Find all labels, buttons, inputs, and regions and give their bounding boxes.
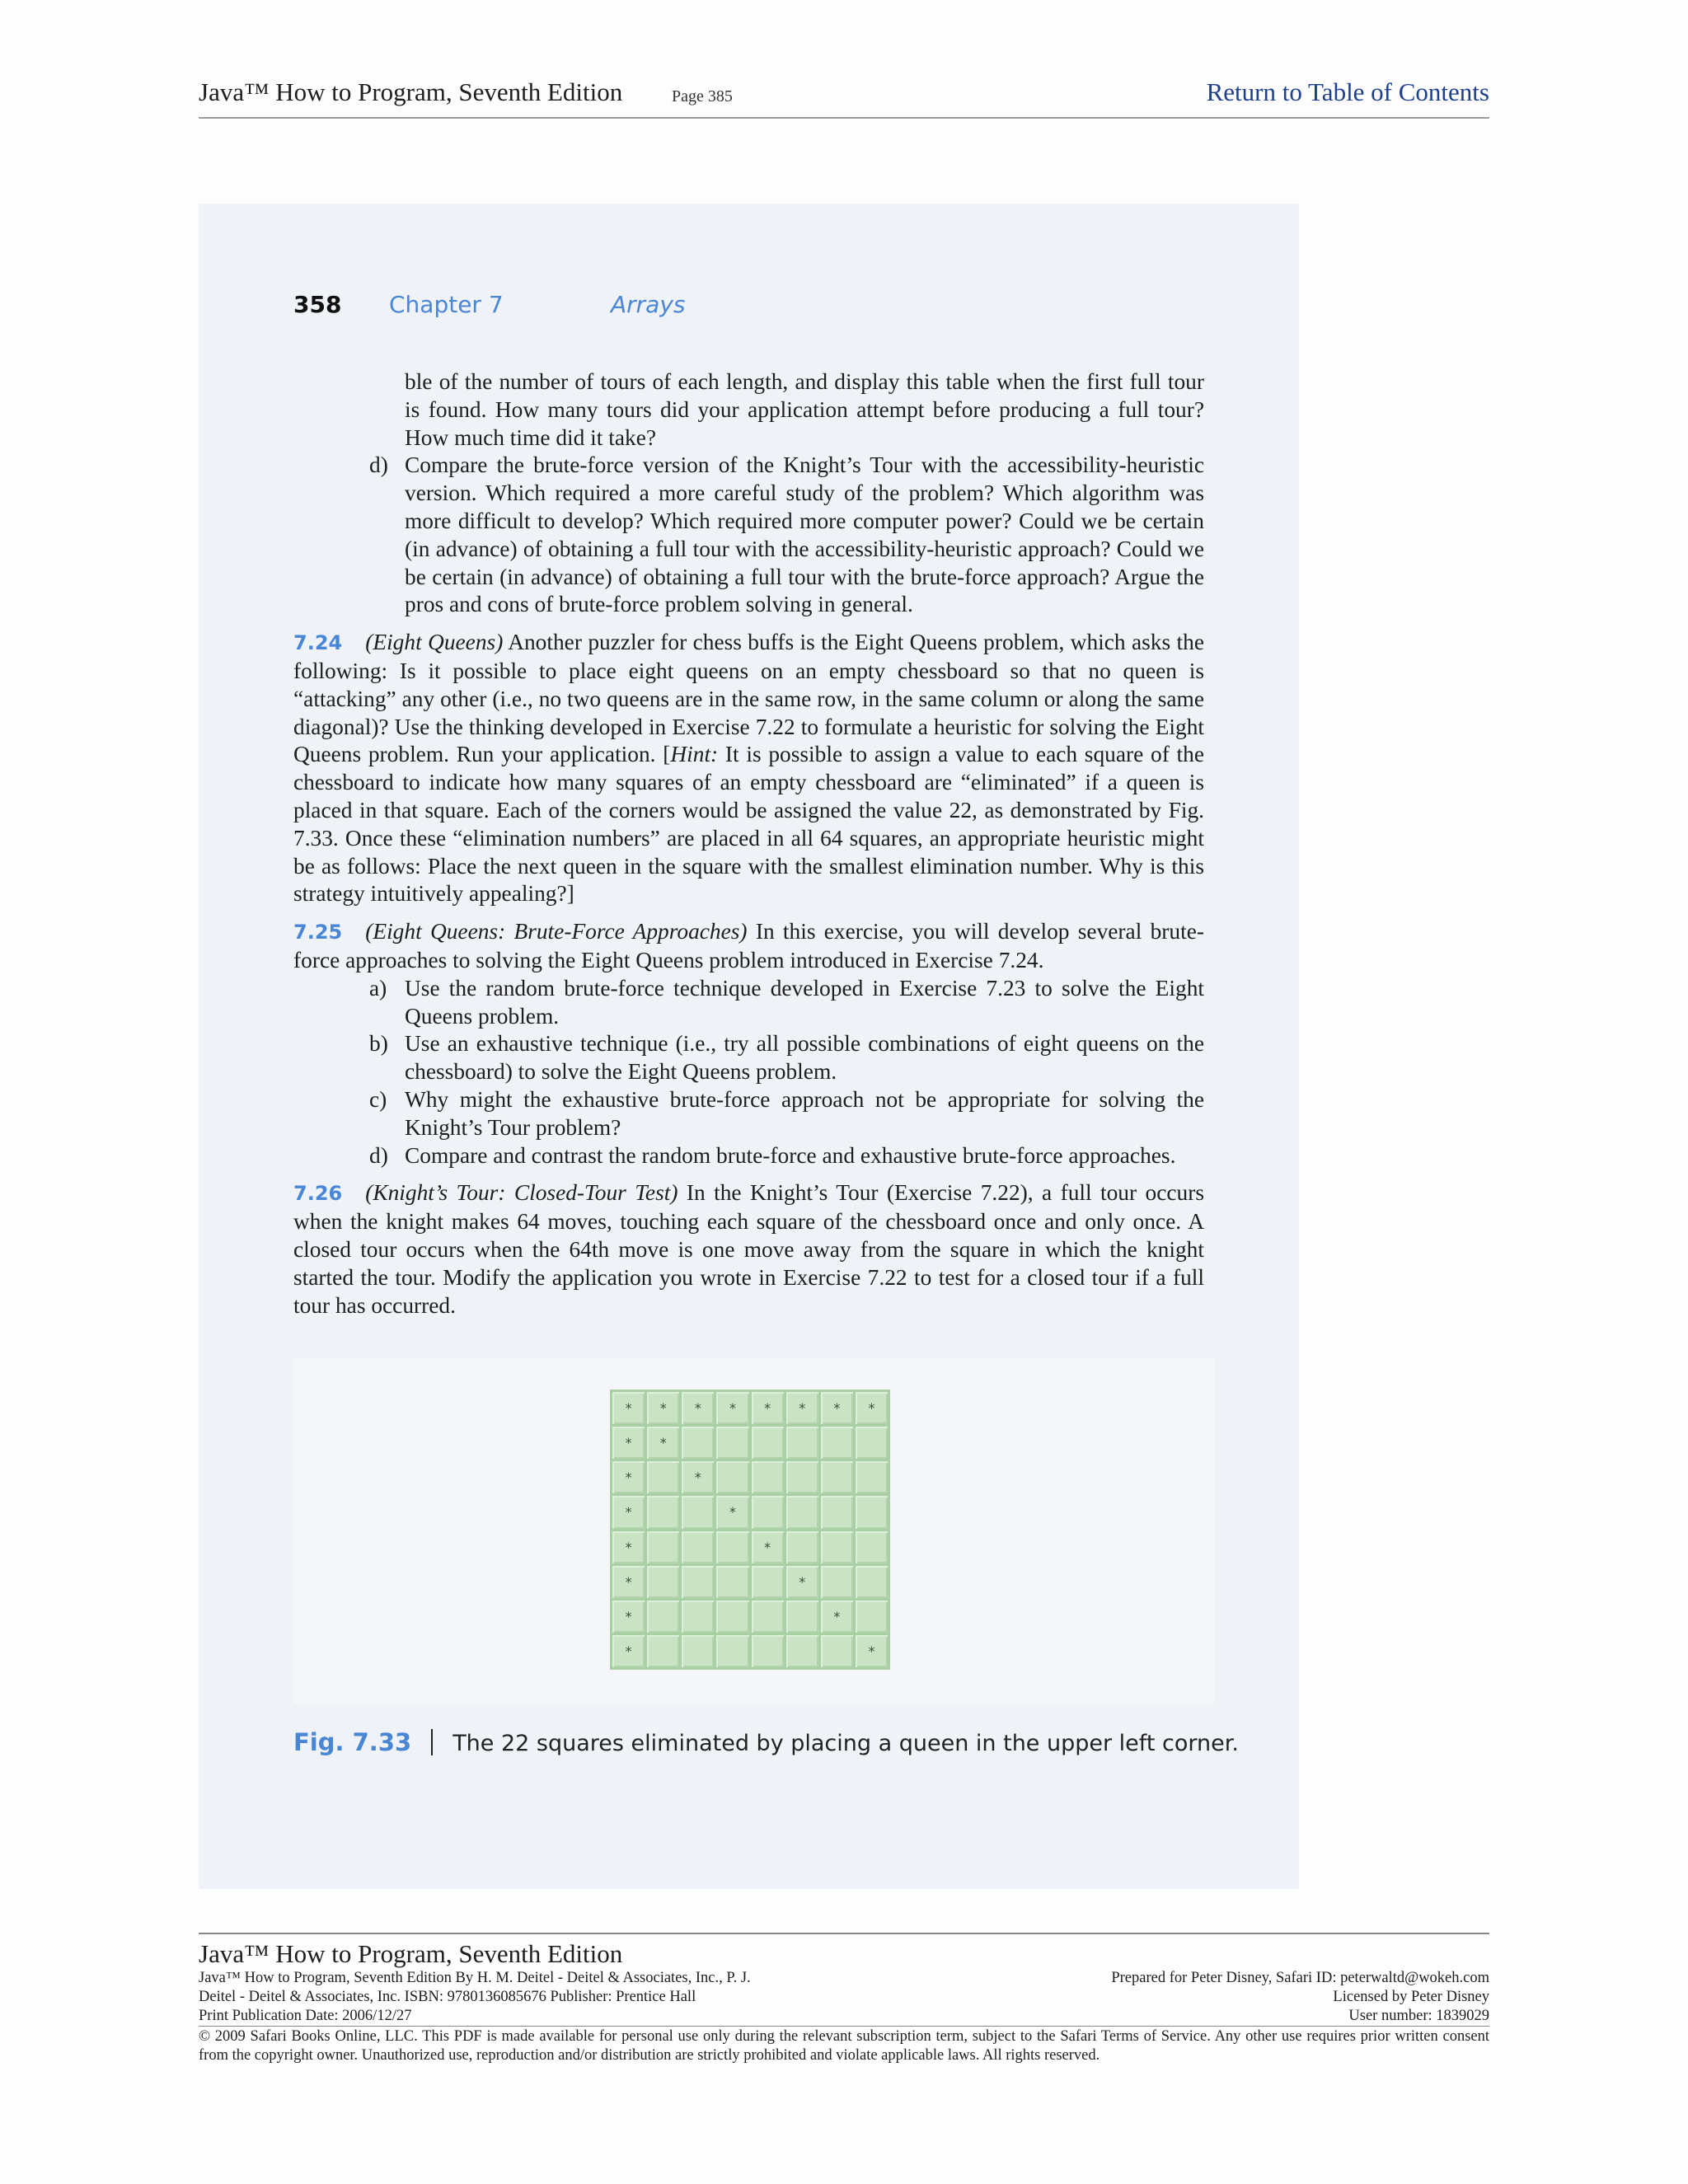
list-item	[293, 1030, 1204, 1086]
hint-label: Hint:	[670, 742, 719, 767]
exercise-text: Another puzzler for chess buffs is the Eight Queens problem, which asks the following: Is it possible to place eight queens on an empty chessboard so that no queen is “attacking” any other (i.e., no two queens are in the same row, in the same column or along the same diagonal)? Use the thinking developed in Exercise 7.22 to formulate a heuristic for solving the Eight Queens problem. Run your application. [	[293, 630, 1205, 767]
board-square	[856, 1531, 888, 1563]
eliminated-square: *	[682, 1392, 714, 1424]
figure-label: Fig. 7.33	[293, 1728, 412, 1756]
board-square	[821, 1427, 853, 1459]
board-square	[752, 1635, 784, 1667]
exercise-number: 7.26	[293, 1182, 343, 1206]
exercise-7-25	[293, 918, 1204, 975]
board-square	[786, 1496, 818, 1528]
eliminated-square: *	[612, 1461, 645, 1493]
exercise-title: (Knight’s Tour: Closed-Tour Test)	[365, 1180, 678, 1206]
eliminated-square: *	[647, 1392, 679, 1424]
publication-info	[199, 1969, 907, 2026]
board-square	[786, 1601, 818, 1633]
chapter-title: Arrays	[611, 291, 686, 318]
eliminated-square: *	[612, 1566, 645, 1598]
eliminated-square: *	[786, 1566, 818, 1598]
item-text: Use an exhaustive technique (i.e., try all possible combinations of eight queens on the chessboard) to solve the Eight Queens problem.	[405, 1031, 1204, 1085]
publication-line: Java™ How to Program, Seventh Edition By H. M. Deitel - Deitel & Associates, Inc., P. J.	[199, 1970, 751, 1986]
book-page	[199, 204, 1299, 1889]
board-square	[716, 1461, 748, 1493]
item-label: c)	[369, 1086, 387, 1112]
chapter-label: Chapter 7	[389, 291, 504, 318]
figure-caption	[293, 1728, 1239, 1756]
item-label: d)	[369, 452, 388, 478]
exercise-text: In this exercise, you will develop several brute-force approaches to solving the Eight Queens problem introduced in Exercise 7.24.	[293, 919, 1204, 972]
board-square	[856, 1601, 888, 1633]
board-square	[821, 1635, 853, 1667]
board-square	[716, 1635, 748, 1667]
page-indicator: Page 385	[672, 87, 733, 105]
board-square	[786, 1531, 818, 1563]
book-page-number: 358	[293, 291, 342, 318]
eliminated-square: *	[612, 1392, 645, 1424]
eliminated-square: *	[821, 1392, 853, 1424]
eliminated-square: *	[612, 1601, 645, 1633]
board-square	[856, 1461, 888, 1493]
board-square	[821, 1496, 853, 1528]
eliminated-square: *	[612, 1496, 645, 1528]
board-square	[786, 1427, 818, 1459]
board-square	[682, 1635, 714, 1667]
board-square	[647, 1461, 679, 1493]
board-square	[682, 1566, 714, 1598]
board-square	[647, 1496, 679, 1528]
exercise-number: 7.24	[293, 631, 343, 655]
publication-line: Print Publication Date: 2006/12/27	[199, 2008, 412, 2024]
list-item	[293, 1086, 1204, 1142]
caption-divider	[431, 1729, 433, 1755]
board-square	[752, 1427, 784, 1459]
exercise-text-cont: It is possible to assign a value to each square of the chessboard to indicate how many squares of an empty chessboard are “eliminated” if a queen is placed in that square. Each of the corners would be assigned the value 22, as demonstrated by Fig. 7.33. Once these “elimination numbers” are placed in all 64 squares, an appropriate heuristic might be as follows: Place the next queen in the square with the smallest elimination number. Why is this strategy intuitively appealing?]	[293, 742, 1204, 907]
license-info	[912, 1969, 1489, 2026]
table-of-contents-link[interactable]: Return to Table of Contents	[1206, 77, 1489, 106]
item-text: Compare and contrast the random brute-force and exhaustive brute-force approaches.	[405, 1142, 1176, 1168]
board-square	[821, 1461, 853, 1493]
board-square	[682, 1531, 714, 1563]
board-square	[682, 1601, 714, 1633]
item-label: d)	[369, 1142, 388, 1168]
board-square	[821, 1531, 853, 1563]
board-square	[856, 1427, 888, 1459]
top-header	[199, 77, 1489, 119]
board-square	[821, 1566, 853, 1598]
eliminated-square: *	[612, 1531, 645, 1563]
board-square	[716, 1531, 748, 1563]
board-square	[786, 1635, 818, 1667]
board-square	[716, 1566, 748, 1598]
board-square	[647, 1531, 679, 1563]
eliminated-square: *	[612, 1427, 645, 1459]
board-square	[752, 1566, 784, 1598]
copyright-notice: © 2009 Safari Books Online, LLC. This PDF is made available for personal use only during the relevant subscription term, subject to the Safari Terms of Service. Any other use requires prior written consent from the copyright owner. Unauthorized use, reproduction and/or distribution are strictly prohibited and violate applicable laws. All rights reserved.	[199, 2028, 1489, 2064]
board-square	[786, 1461, 818, 1493]
license-line: Prepared for Peter Disney, Safari ID: peterwaltd@wokeh.com	[1111, 1970, 1489, 1986]
eliminated-square: *	[716, 1392, 748, 1424]
exercise-number: 7.25	[293, 921, 343, 944]
item-label: a)	[369, 975, 387, 1001]
exercise-7-24	[293, 629, 1204, 908]
eliminated-square: *	[647, 1427, 679, 1459]
item-label: b)	[369, 1031, 388, 1057]
board-square	[647, 1566, 679, 1598]
exercise-title: (Eight Queens: Brute-Force Approaches)	[365, 919, 748, 944]
paragraph-text: ble of the number of tours of each length, and display this table when the first full tour is found. How many tours did your application attempt before producing a full tour? How much time did it take?	[405, 369, 1204, 450]
eliminated-square: *	[786, 1392, 818, 1424]
board-square	[752, 1461, 784, 1493]
document-title: Java™ How to Program, Seventh Edition	[199, 77, 623, 106]
footer-divider	[199, 1933, 1489, 1934]
page-footer	[199, 1933, 1489, 2064]
exercise-title: (Eight Queens)	[365, 630, 504, 655]
board-square	[752, 1496, 784, 1528]
eliminated-square: *	[821, 1601, 853, 1633]
body-text	[293, 368, 1204, 1319]
eliminated-square: *	[752, 1531, 784, 1563]
board-square	[856, 1496, 888, 1528]
board-square	[647, 1635, 679, 1667]
board-square	[856, 1566, 888, 1598]
continued-paragraph	[293, 368, 1204, 452]
eliminated-square: *	[716, 1496, 748, 1528]
eliminated-square: *	[752, 1392, 784, 1424]
chessboard	[610, 1390, 890, 1670]
list-item	[293, 452, 1204, 619]
publication-line: Deitel - Deitel & Associates, Inc. ISBN: 9780136085676 Publisher: Prentice Hall	[199, 1989, 696, 2005]
eliminated-square: *	[856, 1392, 888, 1424]
copyright-divider	[199, 2026, 1489, 2027]
license-line: Licensed by Peter Disney	[1333, 1989, 1489, 2005]
caption-text: The 22 squares eliminated by placing a queen in the upper left corner.	[452, 1731, 1239, 1756]
list-item	[293, 1142, 1204, 1170]
license-line: User number: 1839029	[1348, 2008, 1489, 2024]
item-text: Use the random brute-force technique developed in Exercise 7.23 to solve the Eight Queens problem.	[405, 975, 1204, 1029]
eliminated-square: *	[682, 1461, 714, 1493]
item-text: Compare the brute-force version of the Knight’s Tour with the accessibility-heuristic version. Which required a more careful study of the problem? Which algorithm was more difficult to develop? Which required more computer power? Could we be certain (in advance) of obtaining a full tour with the accessibility-heuristic approach? Could we be certain (in advance) of obtaining a full tour with the brute-force approach? Argue the pros and cons of brute-force problem solving in general.	[405, 452, 1204, 617]
list-item	[293, 975, 1204, 1031]
board-square	[752, 1601, 784, 1633]
eliminated-square: *	[612, 1635, 645, 1667]
board-square	[682, 1496, 714, 1528]
exercise-text: In the Knight’s Tour (Exercise 7.22), a full tour occurs when the knight makes 64 moves, touching each square of the chessboard once and only once. A closed tour occurs when the 64th move is one move away from the square in which the knight started the tour. Modify the application you wrote in Exercise 7.22 to test for a closed tour if a full tour has occurred.	[293, 1180, 1205, 1318]
board-square	[682, 1427, 714, 1459]
figure-box	[293, 1359, 1239, 1756]
eliminated-square: *	[856, 1635, 888, 1667]
footer-title: Java™ How to Program, Seventh Edition	[199, 1939, 623, 1968]
board-square	[716, 1427, 748, 1459]
board-square	[647, 1601, 679, 1633]
item-text: Why might the exhaustive brute-force approach not be appropriate for solving the Knight’s Tour problem?	[405, 1086, 1204, 1140]
exercise-7-26	[293, 1179, 1204, 1319]
board-square	[716, 1601, 748, 1633]
